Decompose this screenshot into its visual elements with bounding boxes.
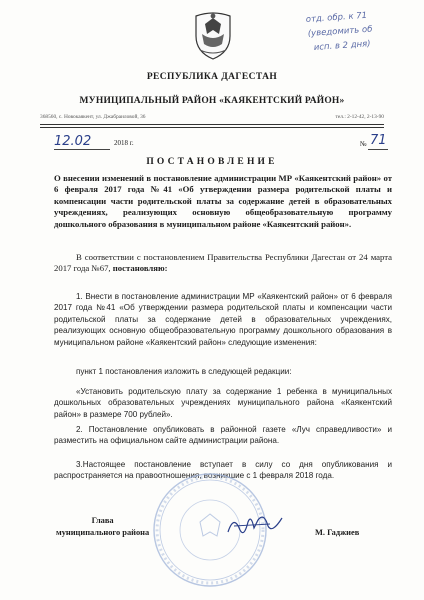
item-2-paragraph: 2. Постановление опубликовать в районной газете «Луч справедливости» и разместить на официальном сайте администрации района. xyxy=(54,425,392,446)
preamble-text: В соответствии с постановлением Правительства Республики Дагестан от 24 марта 2017 года №67, xyxy=(54,252,392,274)
number-underline xyxy=(368,149,388,150)
svg-text:отд. обр. к 71: отд. обр. к 71 xyxy=(305,10,368,25)
header-rule-thin xyxy=(40,124,384,125)
number-label: № xyxy=(360,140,367,148)
item-1-paragraph: 1. Внести в постановление администрации МР «Каякентский район» от 6 февраля 2017 года №41 «Об утверждении размера родительской платы и компенсации части родительской платы за содержание детей в образовательных учреждениях, реализующих основную общеобразовательную программу дошкольного образования в муниципальном районе «Каякентский район» следующие изменения: xyxy=(54,292,392,347)
coat-of-arms-icon xyxy=(192,10,234,60)
republic-heading: РЕСПУБЛИКА ДАГЕСТАН xyxy=(146,72,278,82)
handwritten-number: 71 xyxy=(370,133,387,148)
document-subject: О внесении изменений в постановление администрации МР «Каякентский район» от 6 февраля 2017 года №41 «Об утверждении размера родительской платы и компенсации части родительской платы за содержание детей в образовательных учреждениях, реализующих основную общеобразовательную программу дошкольного образования в муниципальном районе «Каякентский район». xyxy=(54,173,392,229)
handwritten-date: 12.02 xyxy=(54,134,92,149)
svg-text:исп. в 2 дня): исп. в 2 дня) xyxy=(313,39,371,53)
handwritten-note xyxy=(302,8,394,58)
address-text: 368560, с. Новокаякент, ул. Джабраиловой, 36 xyxy=(40,114,146,120)
document-title: ПОСТАНОВЛЕНИЕ xyxy=(146,157,278,167)
position-line-2: муниципального района xyxy=(56,528,150,537)
address-row xyxy=(40,114,384,124)
item-3-paragraph: 3.Настоящее постановление вступает в силу со дня опубликования и распространяется на правоотношения, возникшие с 1 февраля 2018 года. xyxy=(54,460,392,481)
svg-text:(уведомить об: (уведомить об xyxy=(307,24,373,39)
preamble-resolve: постановляю: xyxy=(112,263,168,274)
district-heading: МУНИЦИПАЛЬНЫЙ РАЙОН «КАЯКЕНТСКИЙ РАЙОН» xyxy=(79,96,345,106)
preamble-paragraph xyxy=(54,252,392,275)
signature-icon xyxy=(224,510,286,540)
signatory-name: М. Гаджиев xyxy=(315,528,360,537)
signatory-position xyxy=(56,515,149,539)
quote-paragraph: «Установить родительскую плату за содержание 1 ребенка в муниципальных дошкольных образовательных учреждениях муниципального района «Каякентский район» в размере 700 рублей». xyxy=(54,387,392,419)
date-underline xyxy=(54,149,110,150)
date-year: 2018 г. xyxy=(114,139,134,147)
position-line-1: Глава xyxy=(91,516,114,525)
header-rule-thick xyxy=(40,127,384,128)
subitem-paragraph: пункт 1 постановления изложить в следующей редакции: xyxy=(76,367,292,376)
phone-text: тел.: 2-12-42, 2-13-90 xyxy=(335,114,384,120)
